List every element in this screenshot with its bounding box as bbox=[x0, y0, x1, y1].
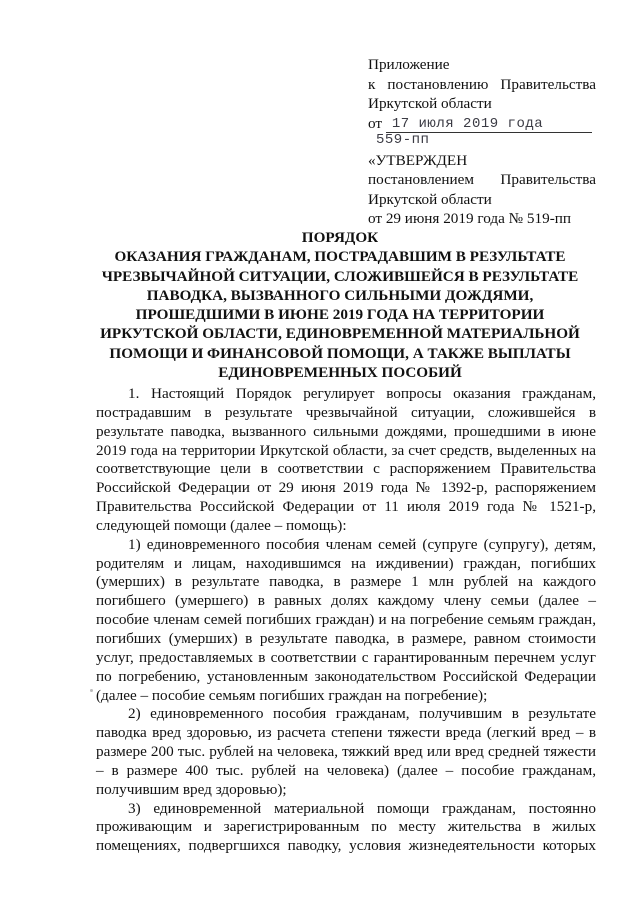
title-line: ПОРЯДОК bbox=[301, 229, 379, 246]
title-line: ПРОШЕДШИМИ В ИЮНЕ 2019 ГОДА НА ТЕРРИТОРИИ bbox=[135, 306, 545, 324]
text-line: пострадавшим в результате чрезвычайной ситуации, сложившейся в bbox=[96, 403, 596, 421]
text-line: погибших (умерших) в результате паводка, в размере, равном стоимости bbox=[96, 629, 596, 647]
to-resolution-word: постановлению bbox=[387, 75, 489, 93]
title-line: ЕДИНОВРЕМЕННЫХ ПОСОБИЙ bbox=[218, 364, 462, 382]
text-line: получившим вред здоровью); bbox=[96, 780, 287, 798]
text-line: результате паводка, вызванного сильными дождями, прошедшими в июне bbox=[96, 422, 596, 440]
title-line: ПОМОЩИ И ФИНАНСОВОЙ ПОМОЩИ, А ТАКЖЕ ВЫПЛАТЫ bbox=[109, 344, 571, 362]
handwritten-date: 17 июля 2019 года bbox=[391, 116, 544, 132]
text-line: паводка вред здоровью, из расчета степени тяжести вреда (легкий вред – в bbox=[96, 724, 596, 742]
title-line: ПАВОДКА, ВЫЗВАННОГО СИЛЬНЫМИ ДОЖДЯМИ, bbox=[146, 286, 534, 304]
text-line: следующей помощи (далее – помощь): bbox=[96, 516, 347, 534]
to-resolution-gov: Правительства bbox=[500, 75, 596, 93]
title-line: ЧРЕЗВЫЧАЙНОЙ СИТУАЦИИ, СЛОЖИВШЕЙСЯ В РЕЗУЛЬТАТЕ bbox=[101, 267, 579, 285]
text-line: Российской Федерации от 29 июня 2019 года № 1392-р, распоряжением bbox=[96, 479, 596, 497]
approved-date: от 29 июня 2019 года № 519-пп bbox=[368, 210, 572, 227]
text-line: – в размере 400 тыс. рублей на человека) (далее – пособие гражданам, bbox=[96, 761, 596, 779]
approved-by-word: постановлением bbox=[368, 171, 475, 188]
title-line: ОКАЗАНИЯ ГРАЖДАНАМ, ПОСТРАДАВШИМ В РЕЗУЛЬТАТЕ bbox=[114, 248, 566, 266]
scan-artifact bbox=[90, 689, 93, 692]
text-line: (умерших) в результате паводка, в размере 1 млн рублей на каждого bbox=[96, 573, 596, 591]
region-label: Иркутской области bbox=[368, 95, 492, 112]
paragraph-1 bbox=[96, 385, 596, 536]
date-underline bbox=[386, 116, 592, 133]
text-line: 2019 года на территории Иркутской области, за счет средств, выделенных на bbox=[96, 441, 596, 459]
handwritten-number: 559-пп bbox=[376, 132, 430, 148]
text-line: проживающим и зарегистрированным по месту жительства в жилых bbox=[96, 818, 596, 836]
paragraph-3 bbox=[96, 705, 596, 799]
approved-by-gov: Правительства bbox=[500, 171, 596, 188]
date-line bbox=[368, 114, 596, 134]
text-line: по погребению, установленным законодательством Российской Федерации bbox=[96, 667, 596, 685]
text-line: родителям и лицам, находившимся на иждивении) граждан, погибших bbox=[96, 554, 596, 572]
text-line: 1. Настоящий Порядок регулирует вопросы оказания гражданам, bbox=[128, 385, 596, 402]
text-line: соответствующие цели в соответствии с распоряжением Правительства bbox=[96, 460, 596, 478]
text-line: пособие членам семей погибших граждан) и на погребение семьям граждан, bbox=[96, 611, 596, 629]
text-line: 3) единовременной материальной помощи гражданам, постоянно bbox=[128, 799, 596, 817]
text-line: 1) единовременного пособия членам семей (супруге (супругу), детям, bbox=[128, 535, 596, 553]
text-line: услуг, предоставляемых в соответствии с гарантированным перечнем услуг bbox=[96, 648, 596, 666]
title-line: ИРКУТСКОЙ ОБЛАСТИ, ЕДИНОВРЕМЕННОЙ МАТЕРИАЛЬНОЙ bbox=[100, 325, 580, 343]
text-line: помещениях, подвергшихся паводку, условия жизнедеятельности которых bbox=[96, 837, 596, 855]
from-prefix: от bbox=[368, 114, 383, 132]
approved-by-line bbox=[368, 170, 596, 190]
text-line: размере 200 тыс. рублей на человека, тяжкий вред или вред средней тяжести bbox=[96, 743, 596, 761]
text-line: погибшего (умершего) в равных долях каждому члену семьи (далее – bbox=[96, 592, 596, 610]
appendix-header bbox=[368, 55, 596, 229]
paragraph-4 bbox=[96, 800, 596, 857]
document-body bbox=[96, 385, 596, 856]
approved-label: «УТВЕРЖДЕН bbox=[368, 151, 468, 169]
paragraph-2 bbox=[96, 536, 596, 706]
to-resolution-prefix: к bbox=[368, 75, 376, 93]
document-title bbox=[88, 228, 592, 382]
approved-region: Иркутской области bbox=[368, 190, 492, 208]
text-line: (далее – пособие семьям погибших граждан на погребение); bbox=[96, 686, 488, 704]
text-line: 2) единовременного пособия гражданам, получившим в результате bbox=[128, 705, 596, 723]
appendix-label: Приложение bbox=[368, 56, 450, 73]
text-line: Правительства Российской Федерации от 11 июля 2019 года № 1521-р, bbox=[96, 498, 596, 516]
to-resolution-line bbox=[368, 75, 596, 95]
